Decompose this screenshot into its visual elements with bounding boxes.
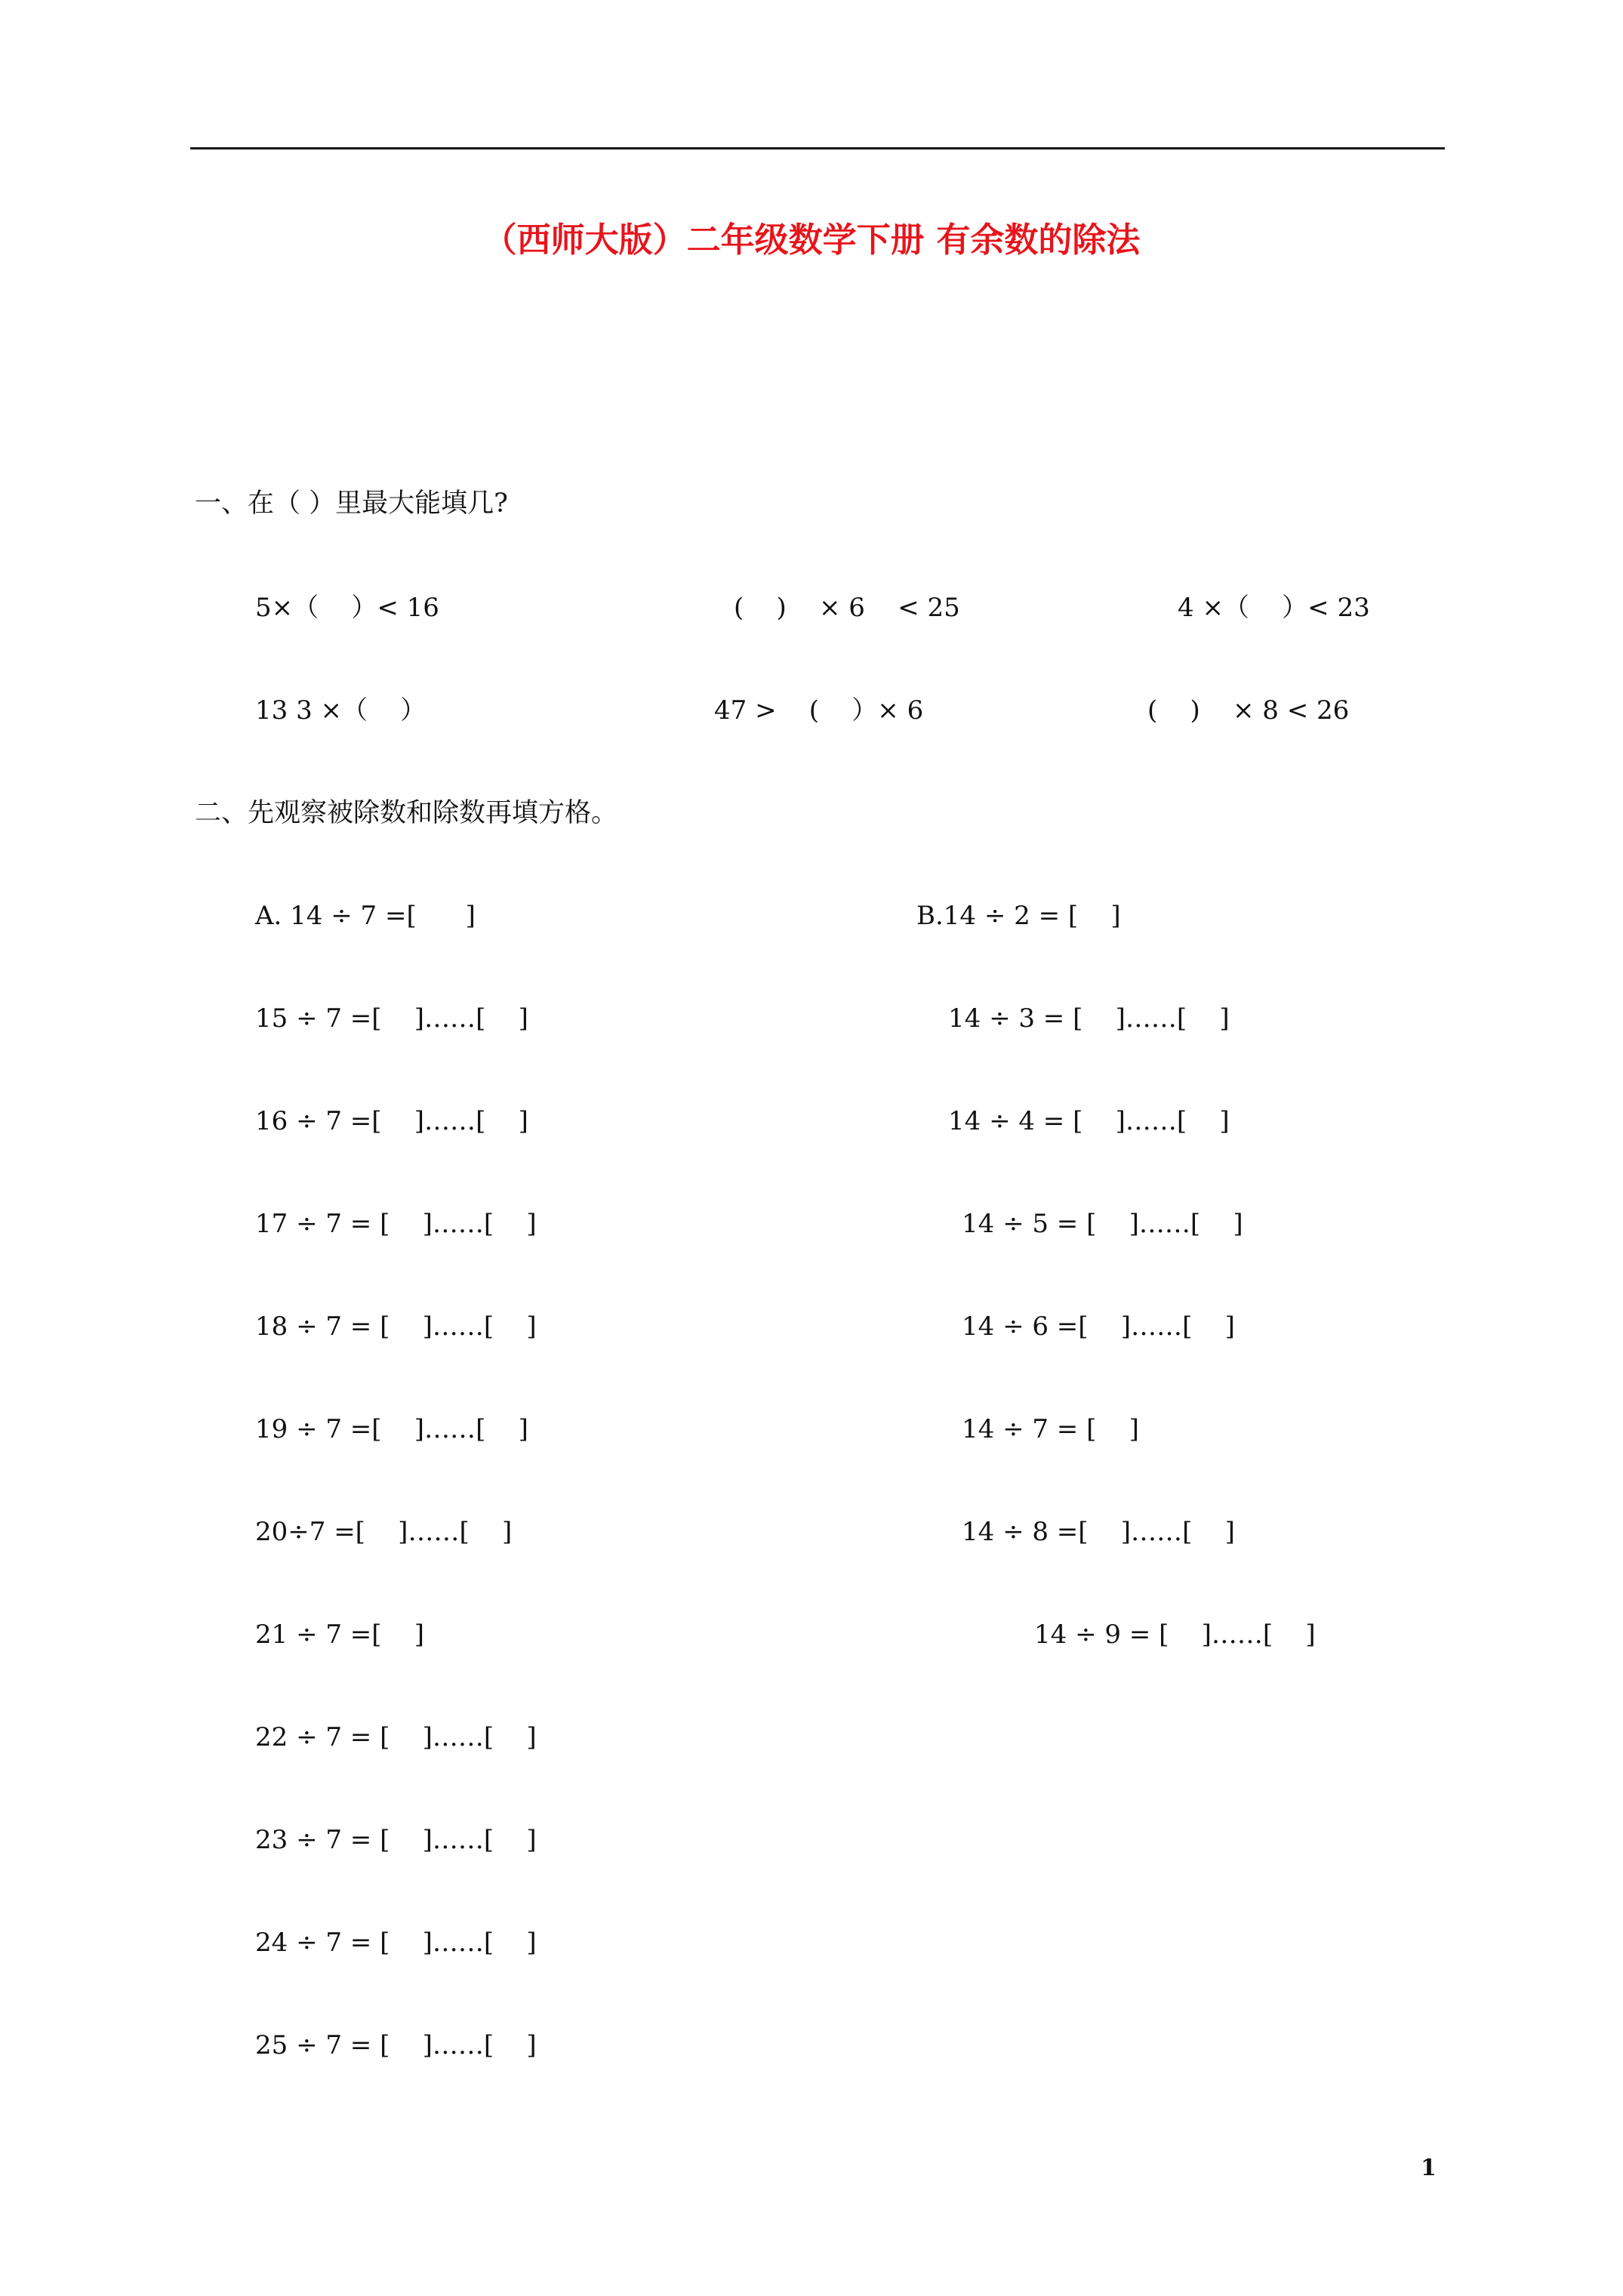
- page-title: （西师大版）二年级数学下册 有余数的除法: [482, 220, 1141, 260]
- division-a-1: A. 14 ÷ 7 =[ ]: [255, 901, 476, 931]
- division-a-4: 17 ÷ 7 = [ ]‥‥‥[ ]: [255, 1209, 537, 1239]
- section-1-heading: 一、在（ ）里最大能填几?: [195, 488, 508, 519]
- division-a-8: 21 ÷ 7 =[ ]: [255, 1620, 425, 1650]
- division-a-11: 24 ÷ 7 = [ ]‥‥‥[ ]: [255, 1928, 537, 1958]
- division-a-10: 23 ÷ 7 = [ ]‥‥‥[ ]: [255, 1825, 537, 1855]
- division-a-5: 18 ÷ 7 = [ ]‥‥‥[ ]: [255, 1311, 537, 1342]
- division-b-7: 14 ÷ 8 =[ ]‥‥‥[ ]: [962, 1517, 1235, 1547]
- division-a-12: 25 ÷ 7 = [ ]‥‥‥[ ]: [255, 2030, 537, 2060]
- section-2-heading: 二、先观察被除数和除数再填方格。: [195, 798, 618, 828]
- division-b-5: 14 ÷ 6 =[ ]‥‥‥[ ]: [962, 1311, 1235, 1342]
- division-a-9: 22 ÷ 7 = [ ]‥‥‥[ ]: [255, 1722, 537, 1752]
- division-a-6: 19 ÷ 7 =[ ]‥‥‥[ ]: [255, 1414, 528, 1444]
- problem-1-5: 47 > ( ）× 6: [714, 695, 924, 726]
- page-number: 1: [1421, 2155, 1437, 2181]
- division-a-2: 15 ÷ 7 =[ ]‥‥‥[ ]: [255, 1003, 528, 1034]
- problem-1-1: 5×（ ）< 16: [255, 593, 439, 623]
- header-rule: [190, 147, 1445, 149]
- division-b-4: 14 ÷ 5 = [ ]‥‥‥[ ]: [962, 1209, 1243, 1239]
- division-a-3: 16 ÷ 7 =[ ]‥‥‥[ ]: [255, 1106, 528, 1136]
- division-a-7: 20÷7 =[ ]‥‥‥[ ]: [255, 1517, 513, 1547]
- division-b-1: B.14 ÷ 2 = [ ]: [916, 901, 1121, 931]
- division-b-2: 14 ÷ 3 = [ ]‥‥‥[ ]: [948, 1003, 1230, 1034]
- division-b-8: 14 ÷ 9 = [ ]‥‥‥[ ]: [1034, 1620, 1316, 1650]
- problem-1-3: 4 ×（ ）< 23: [1178, 593, 1370, 623]
- division-b-6: 14 ÷ 7 = [ ]: [962, 1414, 1139, 1444]
- division-b-3: 14 ÷ 4 = [ ]‥‥‥[ ]: [948, 1106, 1230, 1136]
- problem-1-2: ( ) × 6 < 25: [734, 593, 960, 623]
- problem-1-6: ( ) × 8 < 26: [1147, 695, 1350, 726]
- problem-1-4: 13 3 ×（ ）: [255, 695, 427, 726]
